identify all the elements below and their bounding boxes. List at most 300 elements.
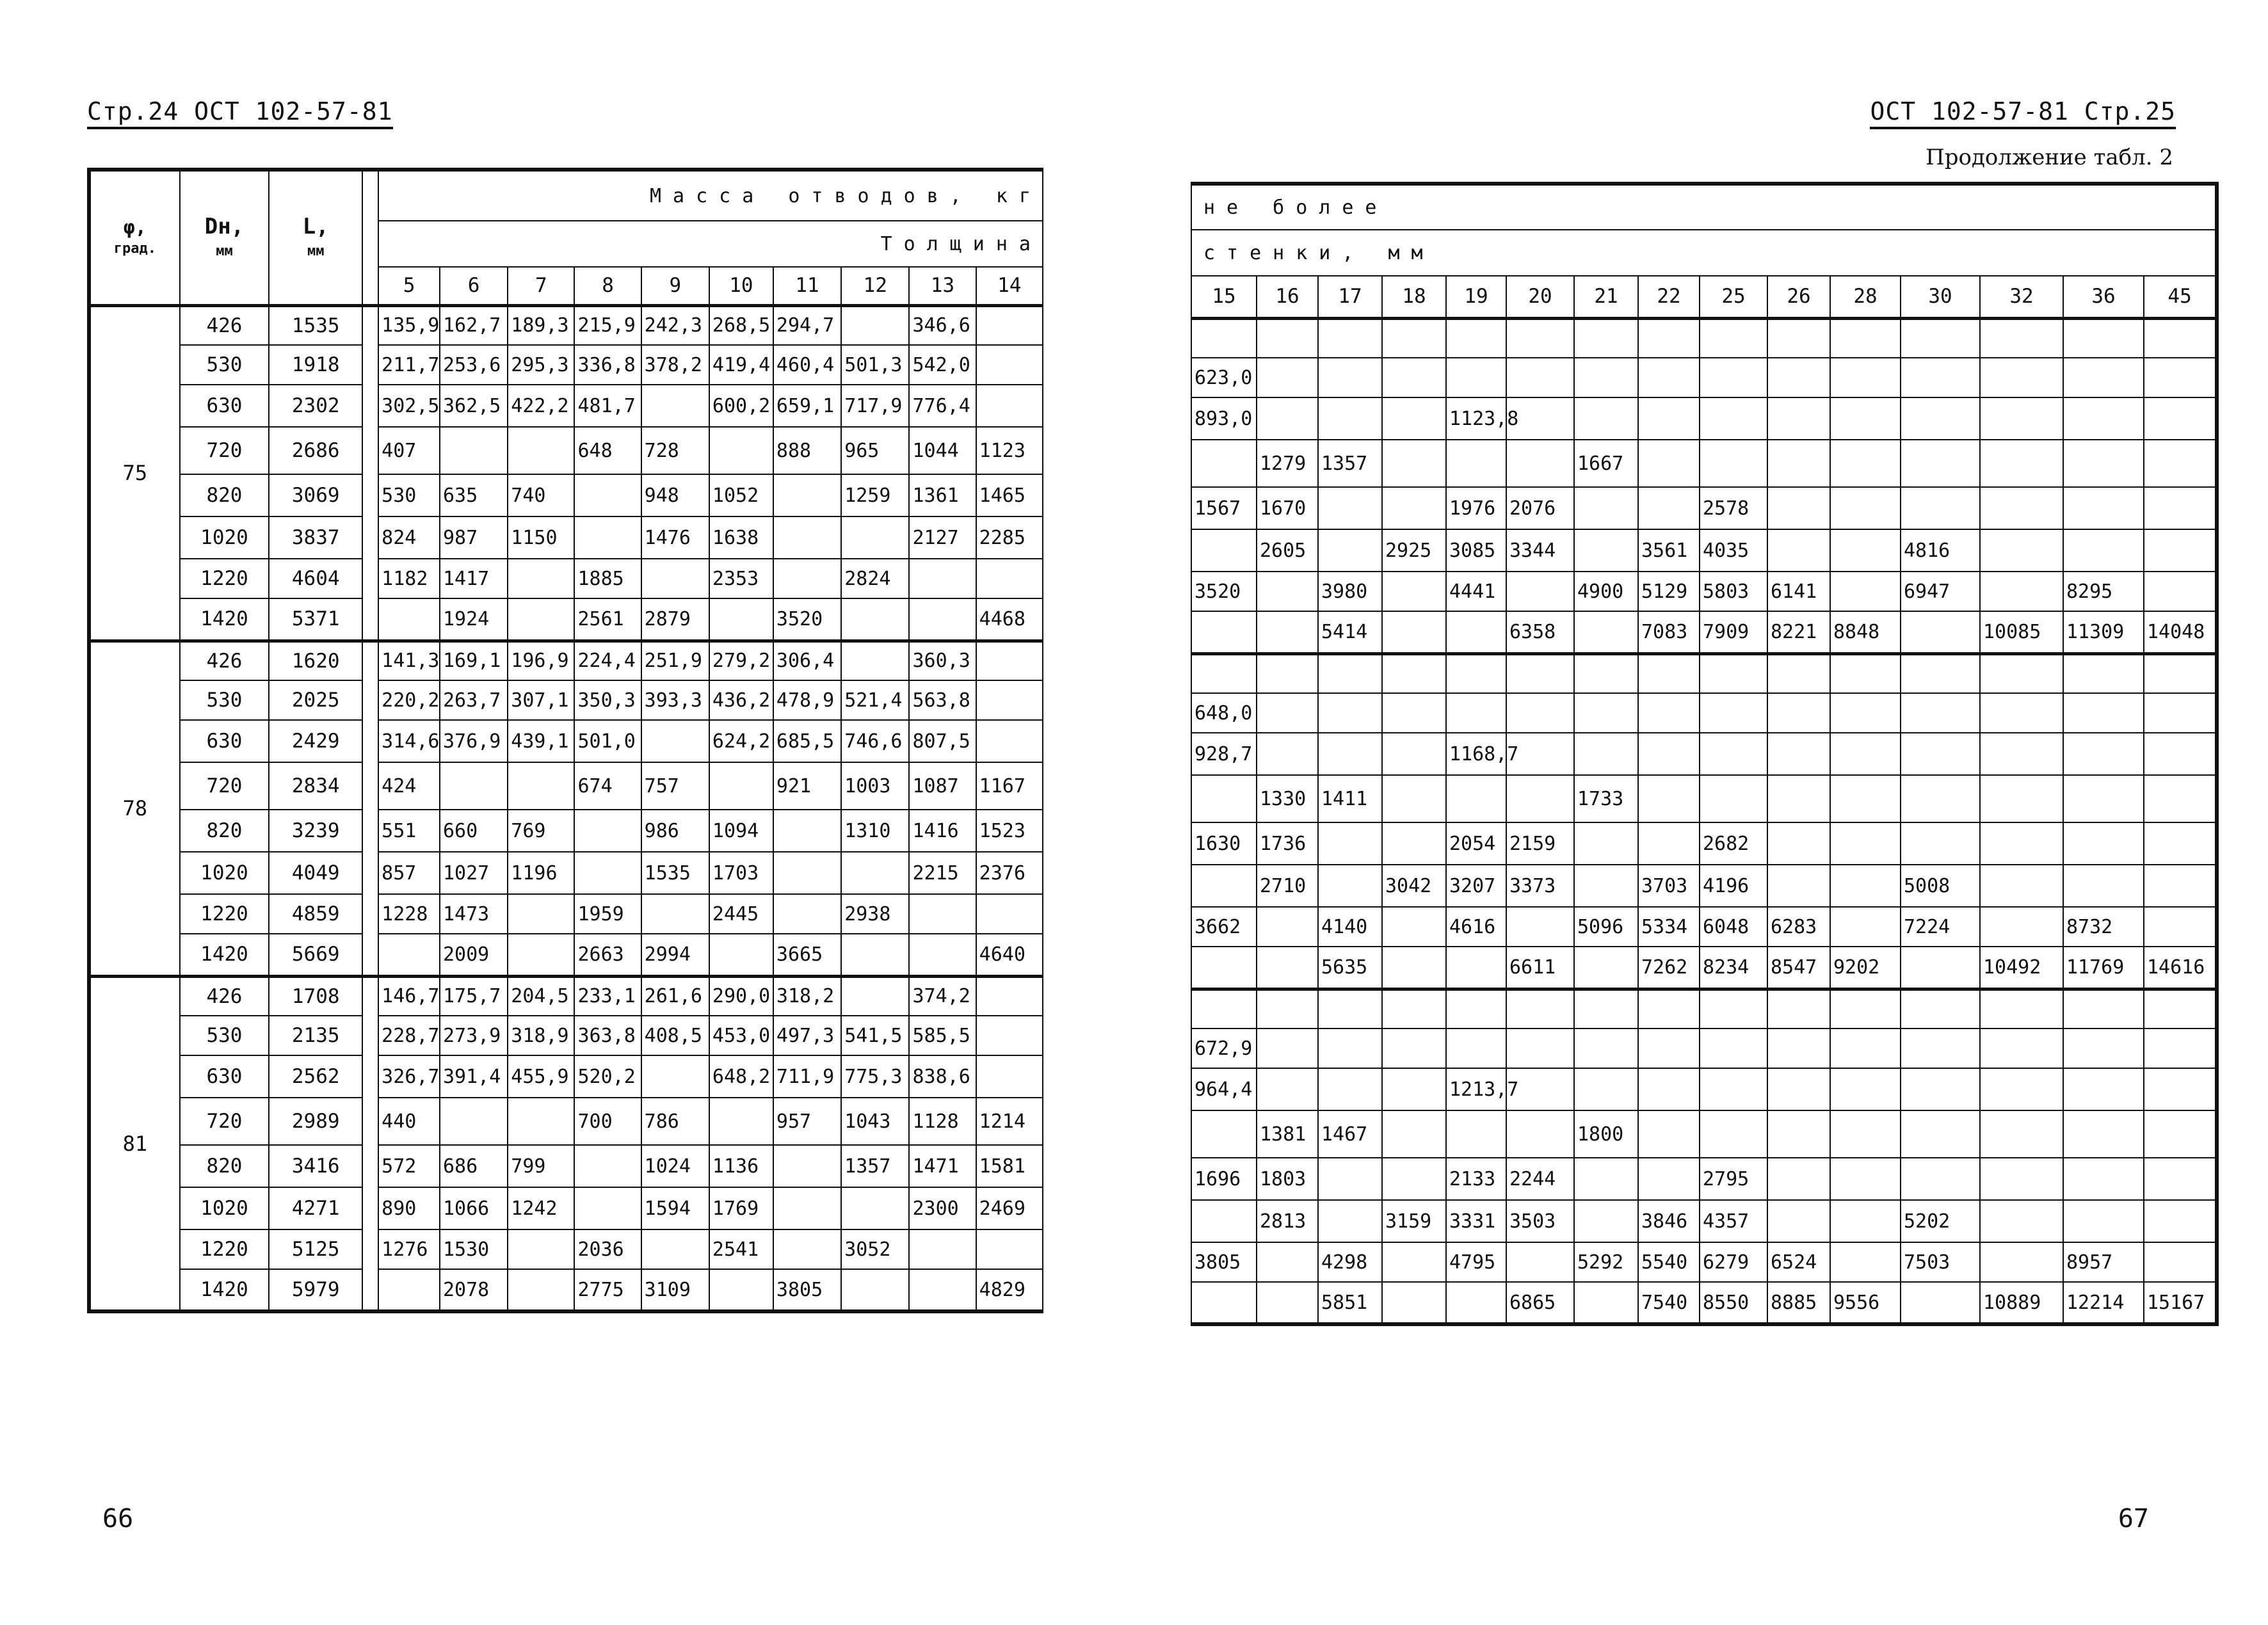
mass-cell: 563,8 <box>909 680 976 720</box>
mass-cell <box>1638 653 1700 693</box>
mass-cell <box>1257 611 1318 653</box>
spacer-cell <box>362 474 378 516</box>
mass-cell <box>2063 822 2144 865</box>
table-row <box>89 934 1043 976</box>
mass-cell: 623,0 <box>1191 358 1257 397</box>
mass-cell <box>976 680 1043 720</box>
mass-cell <box>1638 1158 1700 1200</box>
mass-cell: 279,2 <box>709 641 773 680</box>
mass-cell <box>1700 775 1767 822</box>
mass-cell <box>1767 1158 1830 1200</box>
mass-cell: 318,2 <box>773 976 841 1016</box>
outer-diameter-cell: 1220 <box>180 894 269 934</box>
outer-diameter-cell: 1420 <box>180 598 269 641</box>
mass-cell: 189,3 <box>508 305 574 345</box>
angle-unit: град. <box>113 241 156 257</box>
spacer-cell <box>362 1055 378 1098</box>
outer-diameter-cell: 530 <box>180 1016 269 1055</box>
mass-cell <box>1446 693 1506 733</box>
mass-cell <box>1191 989 1257 1029</box>
mass-cell <box>1318 733 1382 775</box>
mass-cell: 391,4 <box>440 1055 508 1098</box>
mass-cell <box>1574 693 1638 733</box>
mass-cell <box>1901 989 1980 1029</box>
table-row <box>1191 1200 2217 1242</box>
length-cell: 2989 <box>269 1098 362 1145</box>
table-row <box>89 427 1043 474</box>
mass-cell: 1976 <box>1446 487 1506 529</box>
mass-cell <box>2144 822 2217 865</box>
table-row <box>89 976 1043 1016</box>
thickness-col-header: 7 <box>508 267 574 305</box>
mass-cell <box>1382 1110 1446 1158</box>
mass-cell: 1310 <box>841 810 909 852</box>
mass-cell: 204,5 <box>508 976 574 1016</box>
mass-cell <box>1767 1068 1830 1110</box>
mass-cell <box>1830 775 1901 822</box>
mass-cell: 6611 <box>1506 947 1574 989</box>
mass-cell <box>1257 907 1318 947</box>
mass-cell <box>1191 775 1257 822</box>
mass-cell <box>2144 358 2217 397</box>
thickness-col-header: 10 <box>709 267 773 305</box>
mass-cell <box>378 934 440 976</box>
mass-cell: 8957 <box>2063 1242 2144 1282</box>
mass-cell <box>709 762 773 810</box>
mass-cell <box>1830 865 1901 907</box>
mass-cell: 674 <box>574 762 641 810</box>
mass-cell: 440 <box>378 1098 440 1145</box>
mass-cell <box>1318 865 1382 907</box>
mass-cell <box>2063 440 2144 487</box>
spacer-cell <box>362 641 378 680</box>
mass-cell <box>2063 989 2144 1029</box>
mass-cell <box>508 762 574 810</box>
table-row <box>1191 440 2217 487</box>
mass-cell <box>1830 693 1901 733</box>
mass-cell <box>1318 822 1382 865</box>
thickness-col-header: 14 <box>976 267 1043 305</box>
mass-cell <box>1767 440 1830 487</box>
thickness-col-header: 25 <box>1700 276 1767 318</box>
mass-cell <box>976 305 1043 345</box>
mass-cell <box>2063 775 2144 822</box>
mass-cell: 2795 <box>1700 1158 1767 1200</box>
mass-cell: 439,1 <box>508 720 574 762</box>
mass-cell: 1638 <box>709 516 773 559</box>
mass-cell: 1003 <box>841 762 909 810</box>
mass-cell <box>1980 989 2063 1029</box>
mass-cell: 362,5 <box>440 385 508 427</box>
mass-cell <box>2063 733 2144 775</box>
mass-cell <box>1767 775 1830 822</box>
mass-cell <box>1980 775 2063 822</box>
mass-cell: 1357 <box>841 1145 909 1187</box>
mass-cell: 7909 <box>1700 611 1767 653</box>
mass-cell <box>1318 1200 1382 1242</box>
mass-cell <box>440 427 508 474</box>
mass-cell <box>1574 318 1638 358</box>
table-row <box>1191 487 2217 529</box>
mass-cell: 3665 <box>773 934 841 976</box>
thickness-col-header: 32 <box>1980 276 2063 318</box>
mass-cell: 2663 <box>574 934 641 976</box>
outer-diameter-cell: 820 <box>180 1145 269 1187</box>
mass-cell <box>641 559 709 598</box>
outer-diameter-cell: 1220 <box>180 559 269 598</box>
length-cell: 5125 <box>269 1229 362 1269</box>
mass-cell: 838,6 <box>909 1055 976 1098</box>
mass-cell: 3980 <box>1318 572 1382 611</box>
mass-cell <box>841 305 909 345</box>
mass-cell <box>2144 1110 2217 1158</box>
mass-cell: 1259 <box>841 474 909 516</box>
mass-cell <box>1382 733 1446 775</box>
mass-cell: 824 <box>378 516 440 559</box>
mass-cell <box>1574 822 1638 865</box>
thickness-col-header: 19 <box>1446 276 1506 318</box>
mass-cell <box>1901 1110 1980 1158</box>
mass-cell: 1123,8 <box>1446 397 1506 440</box>
mass-cell: 799 <box>508 1145 574 1187</box>
mass-cell <box>709 1269 773 1311</box>
mass-cell: 2775 <box>574 1269 641 1311</box>
mass-cell <box>2144 529 2217 572</box>
mass-cell <box>1318 1068 1382 1110</box>
mass-cell: 3805 <box>773 1269 841 1311</box>
mass-cell <box>2144 989 2217 1029</box>
mass-cell: 711,9 <box>773 1055 841 1098</box>
mass-cell: 376,9 <box>440 720 508 762</box>
mass-cell: 2824 <box>841 559 909 598</box>
mass-cell <box>773 894 841 934</box>
mass-cell <box>1257 733 1318 775</box>
mass-cell: 436,2 <box>709 680 773 720</box>
mass-cell <box>2063 865 2144 907</box>
mass-cell: 4140 <box>1318 907 1382 947</box>
mass-cell: 2353 <box>709 559 773 598</box>
mass-cell <box>773 810 841 852</box>
outer-diameter-cell: 1420 <box>180 1269 269 1311</box>
outer-diameter-cell: 720 <box>180 762 269 810</box>
mass-cell: 5202 <box>1901 1200 1980 1242</box>
mass-cell <box>1574 358 1638 397</box>
mass-cell <box>1638 440 1700 487</box>
length-cell: 1918 <box>269 345 362 385</box>
mass-cell: 196,9 <box>508 641 574 680</box>
mass-cell <box>641 1055 709 1098</box>
thickness-col-header: 9 <box>641 267 709 305</box>
mass-cell: 2244 <box>1506 1158 1574 1200</box>
mass-cell <box>909 1229 976 1269</box>
mass-cell <box>508 598 574 641</box>
mass-cell: 8221 <box>1767 611 1830 653</box>
length-cell: 2429 <box>269 720 362 762</box>
spacer-cell <box>362 598 378 641</box>
mass-cell: 6048 <box>1700 907 1767 947</box>
mass-cell <box>1901 487 1980 529</box>
mass-cell: 965 <box>841 427 909 474</box>
mass-cell <box>1382 1068 1446 1110</box>
mass-cell <box>1446 653 1506 693</box>
spacer-cell <box>362 720 378 762</box>
mass-cell: 3662 <box>1191 907 1257 947</box>
mass-cell: 5414 <box>1318 611 1382 653</box>
mass-cell <box>1506 1110 1574 1158</box>
mass-cell: 11309 <box>2063 611 2144 653</box>
mass-cell <box>1980 733 2063 775</box>
outer-diameter-cell: 426 <box>180 976 269 1016</box>
mass-cell <box>841 852 909 894</box>
mass-cell: 1523 <box>976 810 1043 852</box>
mass-cell <box>773 516 841 559</box>
mass-cell <box>1830 487 1901 529</box>
mass-cell: 162,7 <box>440 305 508 345</box>
table-row <box>89 1229 1043 1269</box>
mass-cell <box>1257 1282 1318 1324</box>
mass-cell: 5008 <box>1901 865 1980 907</box>
mass-cell: 273,9 <box>440 1016 508 1055</box>
mass-cell <box>2063 653 2144 693</box>
mass-cell <box>1767 318 1830 358</box>
mass-cell: 169,1 <box>440 641 508 680</box>
mass-cell <box>1901 318 1980 358</box>
mass-cell: 1279 <box>1257 440 1318 487</box>
thickness-col-header: 22 <box>1638 276 1700 318</box>
mass-cell: 302,5 <box>378 385 440 427</box>
mass-cell <box>1257 1242 1318 1282</box>
length-cell: 2834 <box>269 762 362 810</box>
table-row <box>89 598 1043 641</box>
mass-cell <box>508 1229 574 1269</box>
mass-cell <box>1901 358 1980 397</box>
thickness-col-header: 26 <box>1767 276 1830 318</box>
mass-cell <box>1574 397 1638 440</box>
table-row <box>89 1145 1043 1187</box>
table-row <box>89 1269 1043 1311</box>
mass-cell: 7262 <box>1638 947 1700 989</box>
spacer-cell <box>362 427 378 474</box>
mass-cell <box>1980 907 2063 947</box>
mass-cell: 2938 <box>841 894 909 934</box>
mass-cell: 497,3 <box>773 1016 841 1055</box>
mass-cell <box>1191 653 1257 693</box>
mass-cell: 1242 <box>508 1187 574 1229</box>
mass-cell <box>1257 989 1318 1029</box>
mass-cell: 8295 <box>2063 572 2144 611</box>
length-cell: 4859 <box>269 894 362 934</box>
mass-cell <box>1191 318 1257 358</box>
mass-cell <box>1574 1282 1638 1324</box>
mass-cell <box>2144 1158 2217 1200</box>
mass-cell <box>1257 1068 1318 1110</box>
mass-cell <box>1191 1110 1257 1158</box>
mass-cell <box>2144 775 2217 822</box>
mass-cell <box>1382 653 1446 693</box>
mass-cell <box>1191 440 1257 487</box>
mass-cell: 253,6 <box>440 345 508 385</box>
mass-cell: 964,4 <box>1191 1068 1257 1110</box>
mass-cell: 648,0 <box>1191 693 1257 733</box>
mass-cell <box>1980 397 2063 440</box>
mass-cell: 2813 <box>1257 1200 1318 1242</box>
table-row <box>89 474 1043 516</box>
mass-cell: 3846 <box>1638 1200 1700 1242</box>
mass-cell <box>1382 318 1446 358</box>
length-cell: 3239 <box>269 810 362 852</box>
table-row <box>1191 693 2217 733</box>
mass-cell <box>976 894 1043 934</box>
mass-cell <box>1506 440 1574 487</box>
mass-cell <box>1446 318 1506 358</box>
mass-cell: 455,9 <box>508 1055 574 1098</box>
mass-cell <box>1446 358 1506 397</box>
length-cell: 3416 <box>269 1145 362 1187</box>
mass-cell: 336,8 <box>574 345 641 385</box>
mass-cell: 1696 <box>1191 1158 1257 1200</box>
spacer-cell <box>362 680 378 720</box>
mass-cell <box>1700 318 1767 358</box>
mass-cell <box>1257 358 1318 397</box>
mass-cell <box>1382 775 1446 822</box>
mass-cell: 453,0 <box>709 1016 773 1055</box>
table-row <box>89 810 1043 852</box>
mass-cell <box>976 385 1043 427</box>
table-row <box>89 1187 1043 1229</box>
mass-cell <box>1980 318 2063 358</box>
mass-cell: 215,9 <box>574 305 641 345</box>
mass-cell <box>976 1055 1043 1098</box>
mass-cell: 2215 <box>909 852 976 894</box>
mass-cell: 374,2 <box>909 976 976 1016</box>
header-spacer <box>362 170 378 305</box>
spacer-cell <box>362 810 378 852</box>
table-row <box>1191 611 2217 653</box>
mass-cell: 700 <box>574 1098 641 1145</box>
length-symbol: L, <box>302 214 329 240</box>
thickness-col-header: 20 <box>1506 276 1574 318</box>
mass-cell: 422,2 <box>508 385 574 427</box>
mass-cell: 242,3 <box>641 305 709 345</box>
mass-cell <box>1446 947 1506 989</box>
mass-cell: 987 <box>440 516 508 559</box>
mass-cell <box>1830 822 1901 865</box>
mass-cell <box>1700 989 1767 1029</box>
mass-cell: 3344 <box>1506 529 1574 572</box>
mass-cell: 635 <box>440 474 508 516</box>
mass-cell <box>2063 358 2144 397</box>
mass-cell <box>1980 1110 2063 1158</box>
mass-cell <box>1506 1242 1574 1282</box>
mass-cell <box>1830 529 1901 572</box>
mass-cell <box>1257 653 1318 693</box>
mass-cell: 2376 <box>976 852 1043 894</box>
mass-cell: 986 <box>641 810 709 852</box>
mass-cell: 419,4 <box>709 345 773 385</box>
mass-cell: 660 <box>440 810 508 852</box>
mass-cell: 4441 <box>1446 572 1506 611</box>
mass-cell: 672,9 <box>1191 1029 1257 1068</box>
mass-cell: 2078 <box>440 1269 508 1311</box>
mass-cell: 1417 <box>440 559 508 598</box>
length-cell: 2562 <box>269 1055 362 1098</box>
mass-cell: 857 <box>378 852 440 894</box>
thickness-col-header: 6 <box>440 267 508 305</box>
mass-cell: 228,7 <box>378 1016 440 1055</box>
table-row <box>89 559 1043 598</box>
mass-cell: 807,5 <box>909 720 976 762</box>
mass-cell <box>1506 358 1574 397</box>
mass-cell: 2994 <box>641 934 709 976</box>
mass-cell: 1473 <box>440 894 508 934</box>
mass-cell: 921 <box>773 762 841 810</box>
mass-cell <box>508 894 574 934</box>
mass-cell <box>909 1269 976 1311</box>
mass-cell <box>1257 693 1318 733</box>
mass-cell <box>1901 397 1980 440</box>
thickness-col-header: 11 <box>773 267 841 305</box>
length-cell: 5669 <box>269 934 362 976</box>
thickness-col-header: 45 <box>2144 276 2217 318</box>
mass-cell <box>2063 693 2144 733</box>
length-cell: 4604 <box>269 559 362 598</box>
outer-diameter-cell: 1020 <box>180 516 269 559</box>
mass-cell: 4357 <box>1700 1200 1767 1242</box>
mass-cell: 1594 <box>641 1187 709 1229</box>
mass-cell <box>976 1016 1043 1055</box>
thickness-col-header: 18 <box>1382 276 1446 318</box>
spacer-cell <box>362 762 378 810</box>
thickness-col-header: 16 <box>1257 276 1318 318</box>
mass-cell <box>641 385 709 427</box>
table-row <box>89 641 1043 680</box>
mass-cell <box>1318 1158 1382 1200</box>
mass-cell: 481,7 <box>574 385 641 427</box>
mass-cell: 1330 <box>1257 775 1318 822</box>
mass-cell: 1214 <box>976 1098 1043 1145</box>
mass-cell: 2561 <box>574 598 641 641</box>
mass-cell <box>1980 487 2063 529</box>
mass-cell <box>1191 611 1257 653</box>
mass-cell: 363,8 <box>574 1016 641 1055</box>
mass-cell <box>1382 611 1446 653</box>
mass-cell: 220,2 <box>378 680 440 720</box>
mass-cell <box>1574 653 1638 693</box>
mass-cell: 268,5 <box>709 305 773 345</box>
mass-cell: 624,2 <box>709 720 773 762</box>
mass-cell <box>1980 1029 2063 1068</box>
mass-cell: 5129 <box>1638 572 1700 611</box>
mass-cell <box>1901 653 1980 693</box>
mass-cell: 3109 <box>641 1269 709 1311</box>
mass-cell <box>1382 693 1446 733</box>
mass-cell: 890 <box>378 1187 440 1229</box>
mass-cell: 501,3 <box>841 345 909 385</box>
length-cell: 3069 <box>269 474 362 516</box>
thickness-title-continued: стенки, мм <box>1191 230 2217 276</box>
mass-cell: 8885 <box>1767 1282 1830 1324</box>
mass-cell <box>1638 1068 1700 1110</box>
outer-diameter-cell: 1420 <box>180 934 269 976</box>
mass-cell <box>1506 907 1574 947</box>
mass-cell <box>1446 1110 1506 1158</box>
spacer-cell <box>362 852 378 894</box>
mass-cell <box>1446 440 1506 487</box>
spacer-cell <box>362 516 378 559</box>
mass-cell: 1228 <box>378 894 440 934</box>
mass-cell <box>1638 693 1700 733</box>
mass-cell <box>1574 865 1638 907</box>
